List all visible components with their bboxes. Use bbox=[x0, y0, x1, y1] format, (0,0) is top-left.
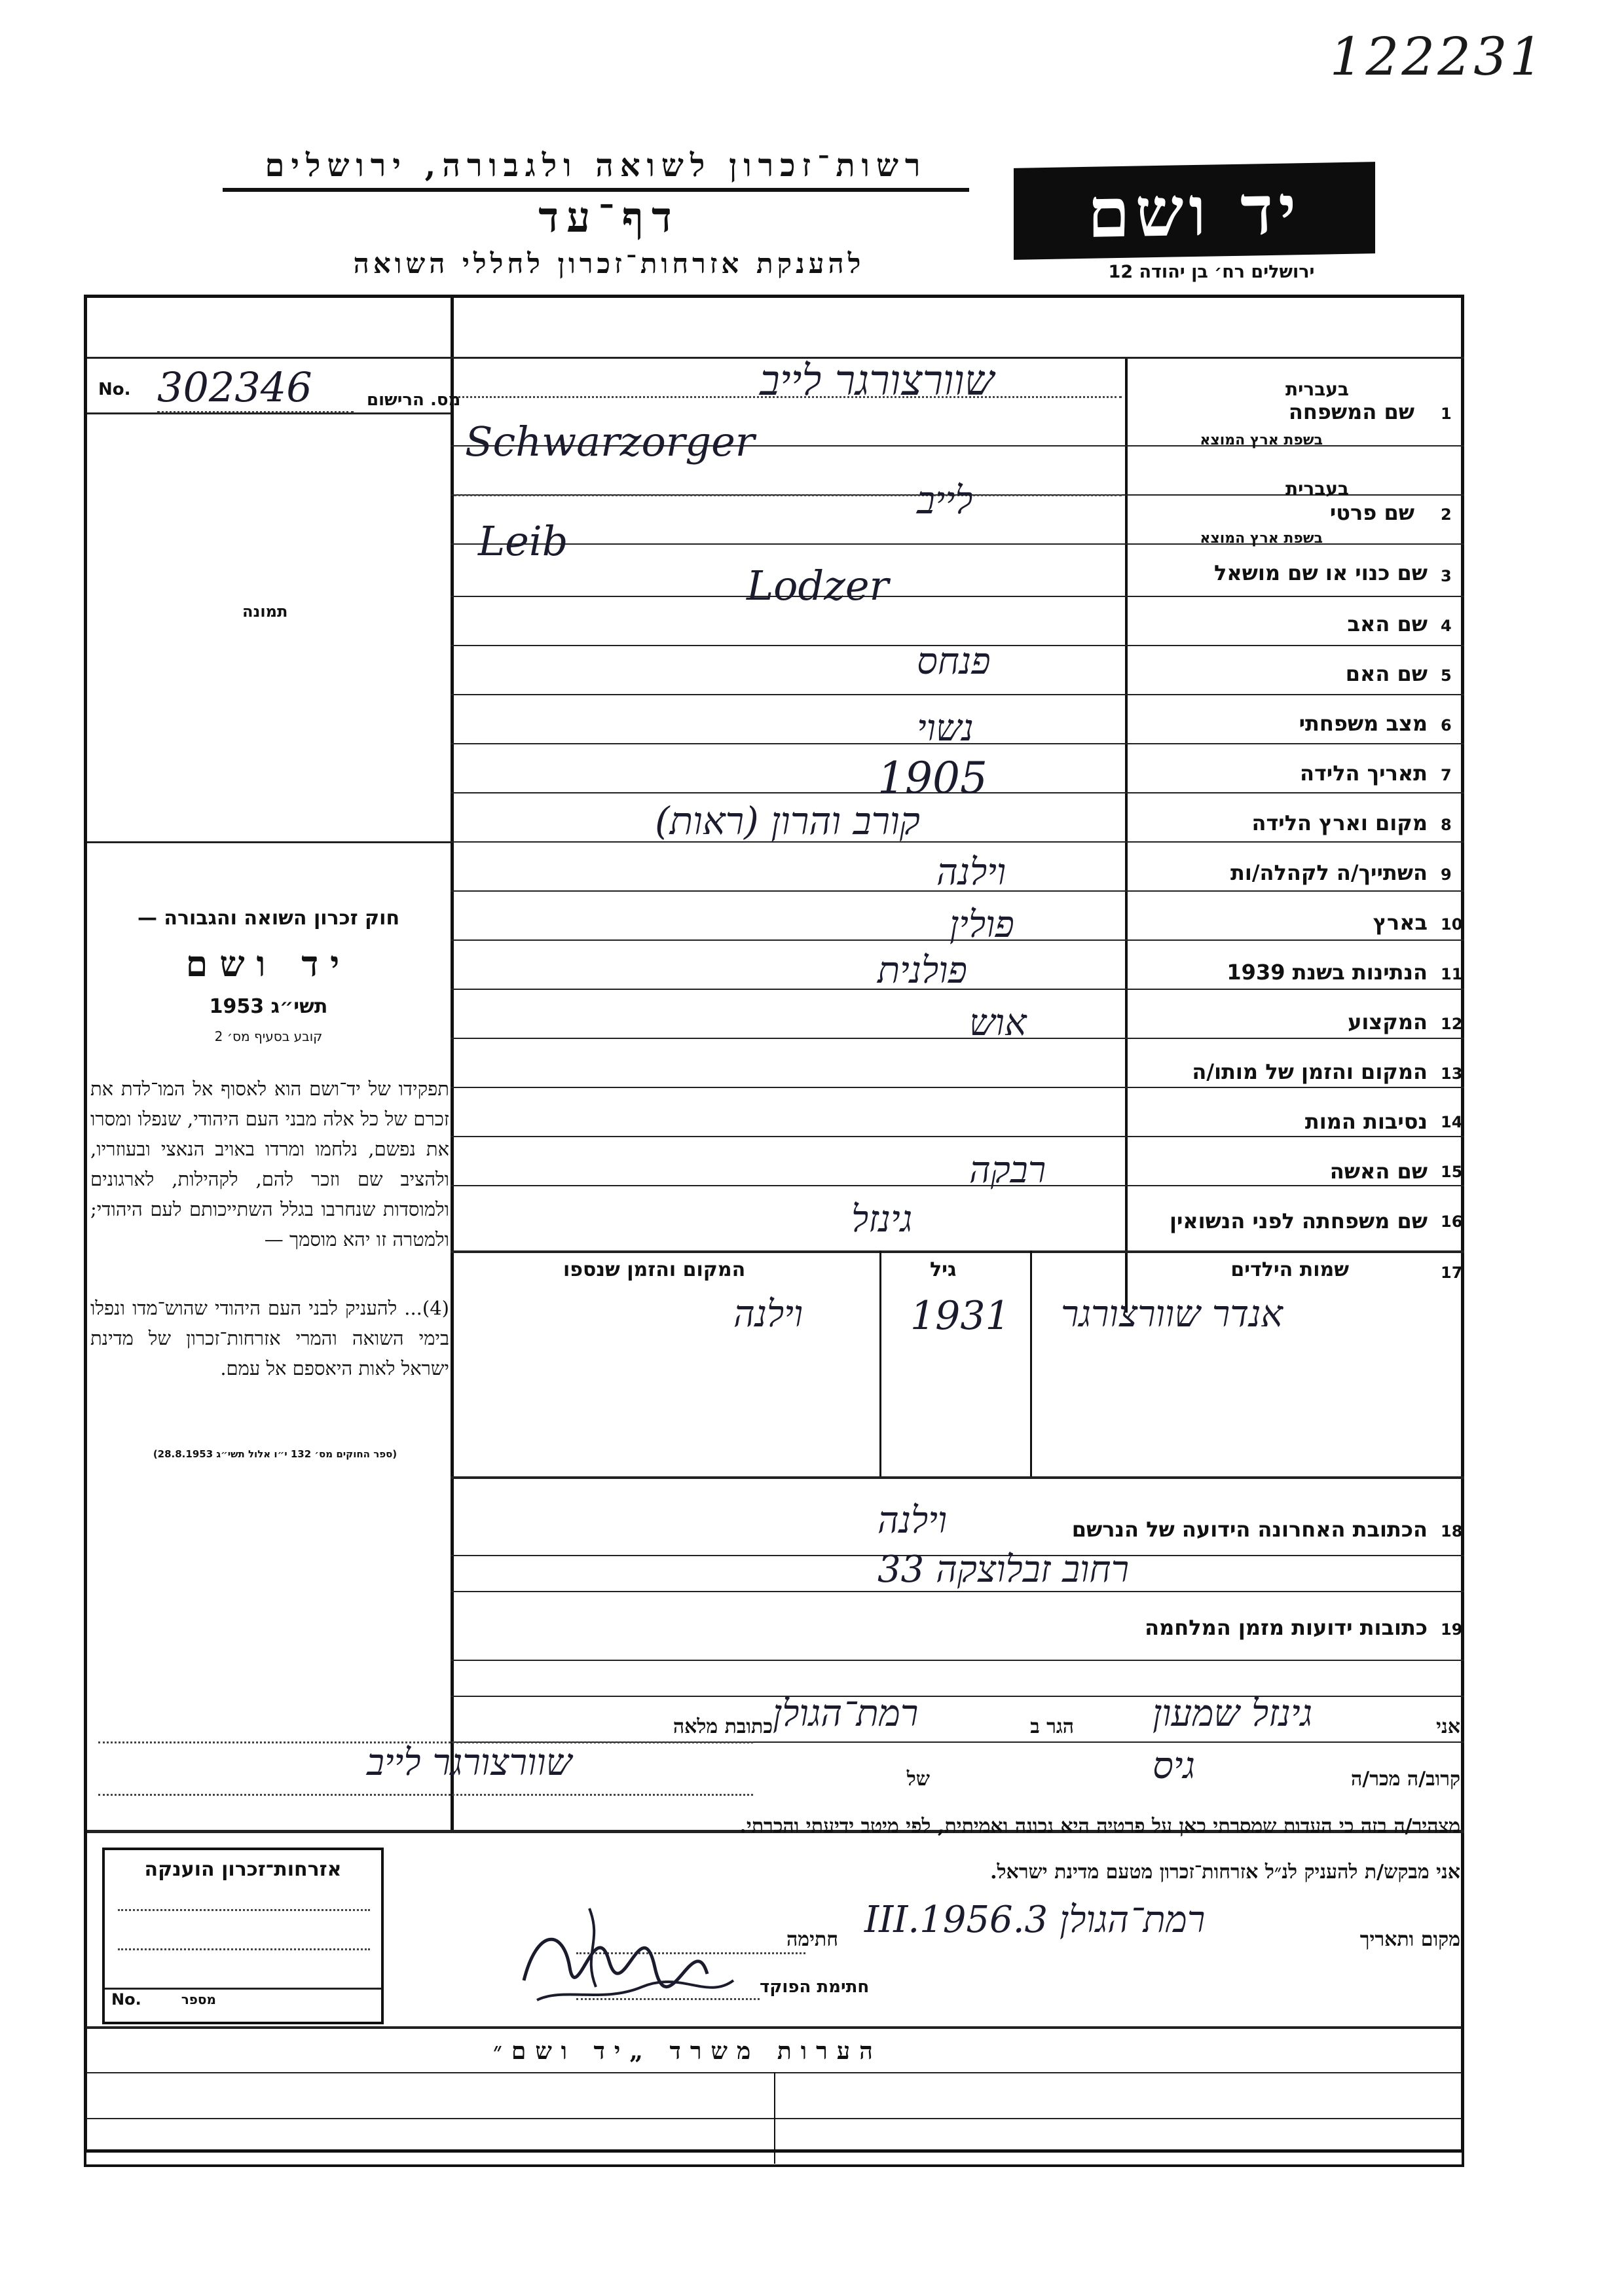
field-18-value[interactable]: וילנה bbox=[877, 1499, 948, 1542]
field-15-num: 15 bbox=[1441, 1163, 1463, 1181]
field-7-label: תאריך הלידה bbox=[1299, 761, 1428, 786]
law-section: קובע בסעיף מס׳ 2 bbox=[214, 1029, 323, 1044]
remarks-title: הערות משרד „יד ושם״ bbox=[493, 2037, 882, 2065]
decl-of-value[interactable]: שוורצורגר לייב bbox=[367, 1741, 572, 1784]
label-column-divider bbox=[1125, 357, 1128, 1313]
field-1-value-local[interactable]: Schwarzorger bbox=[465, 418, 755, 465]
left-top-line bbox=[87, 357, 451, 359]
field-14-num: 14 bbox=[1441, 1113, 1463, 1131]
decl-resident-at: הגר ב bbox=[1030, 1715, 1074, 1738]
signature-scribble bbox=[511, 1889, 747, 2020]
children-num: 17 bbox=[1441, 1264, 1463, 1282]
field-13-label: המקום והזמן של מותו/ה bbox=[1192, 1059, 1428, 1084]
field-2-sub-hebrew: בעברית bbox=[1285, 478, 1349, 500]
cert-divider bbox=[105, 1988, 381, 1990]
field-6-label: מצב משפחתי bbox=[1299, 711, 1428, 736]
field-6-value[interactable]: נשוי bbox=[917, 707, 974, 750]
children-bottom-line bbox=[451, 1476, 1464, 1479]
cert-number-prefix: No. bbox=[111, 1990, 141, 2009]
field-18-value-street[interactable]: רחוב זבלוצקה 33 bbox=[877, 1548, 1130, 1591]
field-7-num: 7 bbox=[1441, 766, 1452, 784]
field-8-label: מקום וארץ הלידה bbox=[1251, 811, 1428, 835]
law-title: חוק זכרון השואה והגבורה — bbox=[137, 907, 400, 930]
decl-name-value[interactable]: גינזל שמעון bbox=[1153, 1692, 1313, 1735]
field-1-num: 1 bbox=[1441, 405, 1452, 423]
field-9-label: השתייך/ה לקהלה/ות bbox=[1230, 860, 1428, 885]
field-row-line bbox=[451, 841, 1464, 843]
field-3-label: שם כנוי או שם מושאל bbox=[1213, 560, 1428, 585]
decl-of-line bbox=[98, 1794, 753, 1796]
reg-no-label: מס. הרישום bbox=[367, 390, 461, 410]
decl-city-value[interactable]: רמת־הגולן bbox=[773, 1692, 919, 1735]
field-row-line bbox=[451, 1087, 1464, 1088]
field-row-line bbox=[451, 1136, 1464, 1137]
field-4-value[interactable]: פנחס bbox=[917, 640, 991, 683]
field-12-value[interactable]: אוש bbox=[969, 1002, 1027, 1044]
field-2-value-local[interactable]: Leib bbox=[478, 517, 568, 565]
decl-relation-value[interactable]: גיס bbox=[1153, 1745, 1196, 1787]
law-text-2: (4)... להעניק לבני העם היהודי שהוש־מדו ונפלו בימי השואה והמרי אזרחות־זכרון של מדינת ישראל לאות היאספם אל עמם. bbox=[90, 1297, 449, 1379]
field-10-value[interactable]: פולין bbox=[950, 903, 1014, 946]
child-1-age[interactable]: 1931 bbox=[910, 1293, 1010, 1339]
field-12-label: המקצוע bbox=[1348, 1010, 1428, 1034]
field-8-num: 8 bbox=[1441, 816, 1452, 834]
field-row-line bbox=[451, 1038, 1464, 1039]
field-15-label: שם האשה bbox=[1329, 1159, 1428, 1184]
decl-signature-label: חתימה bbox=[786, 1928, 838, 1951]
field-11-num: 11 bbox=[1441, 965, 1463, 983]
decl-officer-signature-label: חתימת הפוקד bbox=[760, 1977, 870, 1997]
field-11-value[interactable]: פולנית bbox=[877, 949, 967, 992]
field-row-line bbox=[451, 1250, 1464, 1253]
logo-address: ירושלים רח׳ בן יהודה 12 bbox=[1108, 262, 1315, 282]
reg-no-value[interactable]: 302346 bbox=[157, 363, 354, 413]
field-14-label: נסיבות המות bbox=[1304, 1109, 1428, 1134]
child-1-place[interactable]: וילנה bbox=[733, 1293, 803, 1336]
field-2-value-hebrew[interactable]: לייב bbox=[917, 478, 973, 522]
field-1-value-hebrew[interactable]: שוורצורגר לייב bbox=[760, 357, 995, 405]
field-4-num: 4 bbox=[1441, 617, 1452, 635]
field-16-num: 16 bbox=[1441, 1212, 1463, 1231]
field-19-label: כתובות ידועות מזמן המלחמה bbox=[1145, 1615, 1428, 1640]
archive-number: 122231 bbox=[1329, 26, 1545, 87]
yad-vashem-logo: יד ושם bbox=[1014, 162, 1375, 260]
remarks-top-line bbox=[86, 2026, 1462, 2029]
field-1-sub-local: בשפת ארץ המוצא bbox=[1200, 432, 1323, 448]
field-row-line bbox=[451, 1185, 1464, 1186]
law-name: יד ושם bbox=[185, 943, 352, 985]
field-5-num: 5 bbox=[1441, 666, 1452, 685]
reg-no-prefix: No. bbox=[98, 380, 131, 399]
children-name-divider bbox=[1030, 1250, 1032, 1476]
field-9-num: 9 bbox=[1441, 866, 1452, 884]
field-9-value[interactable]: וילנה bbox=[936, 851, 1006, 894]
decl-request: אני מבקש/ת להעניק לנ״ל אזרחות־זכרון מטעם מדינת ישראל. bbox=[990, 1861, 1460, 1884]
left-panel-divider bbox=[451, 298, 454, 1830]
cert-line-2 bbox=[118, 1948, 370, 1950]
cert-line-1 bbox=[118, 1909, 370, 1911]
photo-label: תמונה bbox=[242, 602, 288, 621]
field-3-num: 3 bbox=[1441, 567, 1452, 585]
field-11-label: הנתינות בשנת 1939 bbox=[1227, 960, 1428, 985]
field-3-value[interactable]: Lodzer bbox=[747, 562, 889, 610]
form-subtitle: להענקת אזרחות־זכרון לחללי השואה bbox=[353, 247, 865, 280]
field-8-value[interactable]: קורב והרון (ראות) bbox=[655, 799, 920, 843]
children-col-age: גיל bbox=[930, 1258, 957, 1281]
field-1-label: שם המשפחה bbox=[1288, 399, 1414, 424]
field-10-num: 10 bbox=[1441, 915, 1463, 934]
field-2-label: שם פרטי bbox=[1329, 500, 1414, 525]
field-sub-dotline bbox=[454, 494, 1122, 496]
field-13-num: 13 bbox=[1441, 1065, 1463, 1083]
remarks-divider bbox=[774, 2072, 775, 2164]
law-reference: (ספר החוקים מס׳ 132 י״ו אלול תשי״ג 28.8.1953) bbox=[153, 1448, 397, 1460]
field-18-num: 18 bbox=[1441, 1522, 1463, 1540]
children-age-divider bbox=[879, 1250, 881, 1476]
field-1-sub-hebrew: בעברית bbox=[1285, 378, 1349, 400]
field-19-num: 19 bbox=[1441, 1620, 1463, 1639]
field-12-num: 12 bbox=[1441, 1015, 1463, 1033]
field-10-label: בארץ bbox=[1373, 910, 1428, 935]
decl-ani: אני bbox=[1436, 1715, 1460, 1738]
form-title: דף־עד bbox=[538, 193, 680, 242]
decl-full-address: כתובת מלאה bbox=[673, 1715, 773, 1738]
left-photo-line bbox=[87, 841, 451, 843]
decl-relative: קרוב/ה מכר/ה bbox=[1351, 1768, 1460, 1791]
field-2-num: 2 bbox=[1441, 505, 1452, 524]
law-text-1: תפקידו של יד־ושם הוא לאסוף אל המו־לדת את זכרם של כל אלה מבני העם היהודי, שנפלו ומסרו את נפשם, נלחמו ומרדו באויב הנאצי ובעוזריו, ולהציב שם וזכר להם, לקהילות, לארגונים ולמוסדות שנחרבו בגלל השתייכותם לעם היהודי; ולמטרה זו יהא מוסמך — bbox=[90, 1078, 449, 1250]
child-1-name[interactable]: אנדר שוורצורגר bbox=[1061, 1293, 1283, 1336]
org-title: רשות־זכרון לשואה ולגבורה, ירושלים bbox=[223, 147, 969, 192]
children-col-place: המקום והזמן שנספו bbox=[563, 1258, 746, 1281]
field-18-label: הכתובת האחרונה הידועה של הנרשם bbox=[1071, 1517, 1428, 1542]
cert-title: אזרחות־זכרון הוענקה bbox=[144, 1858, 342, 1881]
field-16-label: שם משפחתה לפני הנשואין bbox=[1169, 1209, 1428, 1233]
field-7-value[interactable]: 1905 bbox=[877, 753, 987, 803]
field-5-label: שם האם bbox=[1345, 661, 1428, 686]
field-row-line bbox=[451, 596, 1464, 597]
field-row-line bbox=[451, 694, 1464, 695]
law-year: תשי״ג 1953 bbox=[209, 995, 328, 1018]
address-line-3 bbox=[451, 1660, 1464, 1661]
decl-place-date-label: מקום ותאריך bbox=[1359, 1928, 1460, 1951]
law-box bbox=[92, 907, 445, 1044]
cert-number-label: מספר bbox=[181, 1992, 216, 2007]
children-col-names: שמות הילדים bbox=[1230, 1258, 1349, 1281]
decl-place-date-value[interactable]: רמת־הגולן 3.III.1956 bbox=[864, 1899, 1206, 1941]
field-4-label: שם האב bbox=[1347, 611, 1428, 636]
field-15-value[interactable]: רבקה bbox=[969, 1149, 1046, 1192]
field-6-num: 6 bbox=[1441, 716, 1452, 735]
address-line-2 bbox=[451, 1591, 1464, 1592]
decl-statement: מצהיר/ה בזה כי העדות שמסרתי כאן על פרטיה היא נכונה ואמיתית, לפי מיטב ידיעתי והכרתי. bbox=[739, 1815, 1460, 1838]
field-2-sub-local: בשפת ארץ המוצא bbox=[1200, 530, 1323, 547]
decl-of: של bbox=[906, 1768, 930, 1791]
field-16-value[interactable]: גינזל bbox=[851, 1198, 913, 1241]
